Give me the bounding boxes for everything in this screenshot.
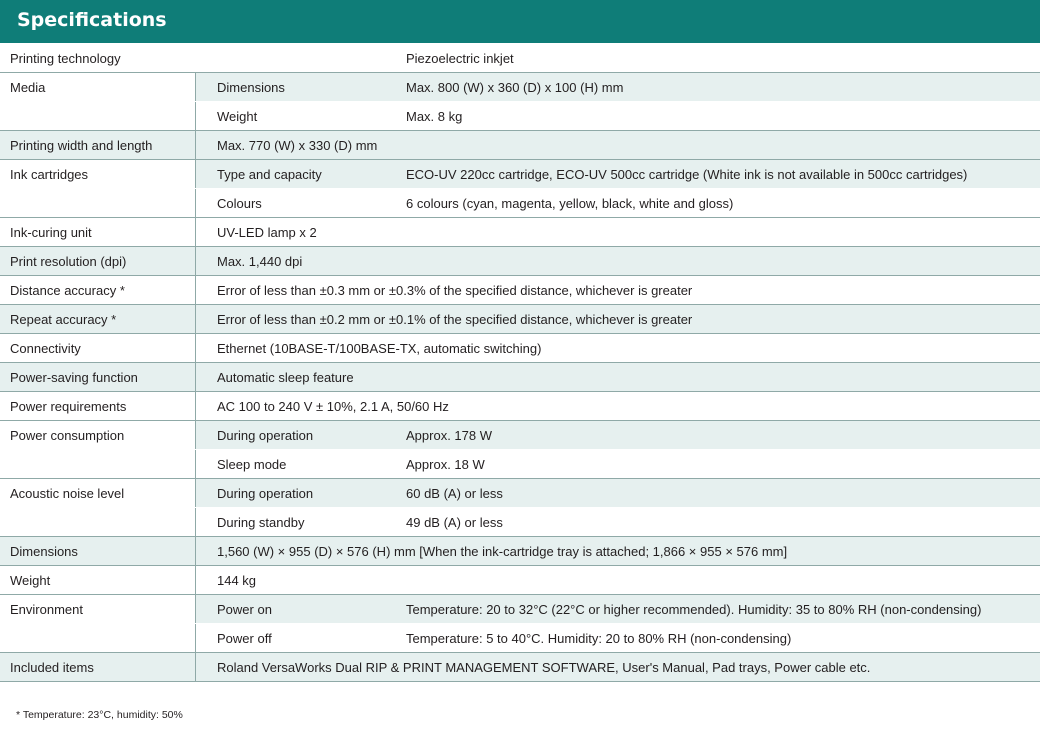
- spec-sublabel: [195, 44, 395, 73]
- table-row: [0, 566, 1040, 595]
- column-divider: [195, 102, 196, 131]
- spec-label: Power consumption: [10, 428, 125, 443]
- table-row: [0, 595, 1040, 624]
- spec-value: Temperature: 20 to 32°C (22°C or higher recommended). Humidity: 35 to 80% RH (non-condensing): [395, 595, 1040, 624]
- table-row: [0, 247, 1040, 276]
- column-divider: [195, 276, 196, 305]
- table-row: [0, 131, 1040, 160]
- spec-value: 60 dB (A) or less: [395, 479, 1040, 508]
- column-divider: [195, 421, 196, 450]
- spec-value: Approx. 178 W: [395, 421, 1040, 450]
- column-divider: [195, 363, 196, 392]
- spec-sublabel: Power on: [195, 595, 395, 624]
- table-row: [0, 392, 1040, 421]
- spec-label: [0, 624, 195, 653]
- column-divider: [195, 392, 196, 421]
- spec-value: Max. 1,440 dpi: [195, 247, 1040, 276]
- column-divider: [195, 450, 196, 479]
- spec-value: 1,560 (W) × 955 (D) × 576 (H) mm [When the ink-cartridge tray is attached; 1,866 × 955 × 576 mm]: [195, 537, 1040, 566]
- header-bar: [0, 0, 1040, 43]
- spec-value: ECO-UV 220cc cartridge, ECO-UV 500cc cartridge (White ink is not available in 500cc cartridges): [395, 160, 1040, 189]
- table-row: [0, 102, 1040, 131]
- spec-value: Max. 800 (W) x 360 (D) x 100 (H) mm: [395, 73, 1040, 102]
- spec-label: Repeat accuracy *: [0, 305, 195, 334]
- spec-sublabel: During operation: [195, 479, 395, 508]
- column-divider: [195, 218, 196, 247]
- table-row: [0, 189, 1040, 218]
- spec-sublabel: During standby: [217, 515, 305, 530]
- spec-label: Dimensions: [0, 537, 195, 566]
- column-divider: [195, 566, 196, 595]
- spec-sublabel: Power off: [217, 631, 272, 646]
- spec-sublabel: Weight: [217, 109, 258, 124]
- spec-sublabel: Colours: [217, 196, 262, 211]
- spec-label: [0, 508, 195, 537]
- spec-value: Max. 770 (W) x 330 (D) mm: [195, 131, 1040, 160]
- spec-label: Printing width and length: [0, 131, 195, 160]
- spec-label: Ink cartridges: [10, 167, 89, 182]
- spec-value: 6 colours (cyan, magenta, yellow, black, white and gloss): [406, 196, 734, 211]
- column-divider: [195, 653, 196, 682]
- table-row: [0, 334, 1040, 363]
- column-divider: [195, 131, 196, 160]
- column-divider: [195, 595, 196, 624]
- column-divider: [195, 508, 196, 537]
- spec-label: [0, 102, 195, 131]
- table-row: [0, 421, 1040, 450]
- column-divider: [195, 624, 196, 653]
- spec-label: Included items: [0, 653, 195, 682]
- table-row: [0, 73, 1040, 102]
- spec-label: Connectivity: [10, 341, 81, 356]
- spec-value: Temperature: 5 to 40°C. Humidity: 20 to 80% RH (non-condensing): [406, 631, 792, 646]
- spec-label: [0, 189, 195, 218]
- spec-sublabel: Sleep mode: [217, 457, 287, 472]
- spec-table: [0, 44, 1040, 682]
- spec-value: UV-LED lamp x 2: [217, 225, 317, 240]
- spec-label: Acoustic noise level: [10, 486, 125, 501]
- table-row: [0, 450, 1040, 479]
- spec-sublabel: Type and capacity: [195, 160, 395, 189]
- spec-value: Error of less than ±0.3 mm or ±0.3% of the specified distance, whichever is greater: [217, 283, 693, 298]
- spec-label: Ink-curing unit: [10, 225, 92, 240]
- page-title: Specifications: [17, 9, 167, 31]
- spec-label: Printing technology: [10, 51, 121, 66]
- spec-label: Environment: [10, 602, 83, 617]
- spec-label: Distance accuracy *: [10, 283, 125, 298]
- column-divider: [195, 189, 196, 218]
- table-row: [0, 508, 1040, 537]
- spec-sublabel: During operation: [195, 421, 395, 450]
- spec-value: Approx. 18 W: [406, 457, 485, 472]
- table-row: [0, 276, 1040, 305]
- column-divider: [195, 73, 196, 102]
- footnote: * Temperature: 23°C, humidity: 50%: [16, 709, 183, 721]
- table-row: [0, 218, 1040, 247]
- spec-value: Max. 8 kg: [406, 109, 463, 124]
- table-row: [0, 44, 1040, 73]
- spec-label: Weight: [10, 573, 51, 588]
- spec-value: 144 kg: [217, 573, 257, 588]
- table-row: [0, 160, 1040, 189]
- column-divider: [195, 537, 196, 566]
- spec-value: Error of less than ±0.2 mm or ±0.1% of the specified distance, whichever is greater: [195, 305, 1040, 334]
- spec-label: Media: [10, 80, 46, 95]
- spec-value: Piezoelectric inkjet: [406, 51, 514, 66]
- table-row: [0, 305, 1040, 334]
- column-divider: [195, 160, 196, 189]
- spec-value: Roland VersaWorks Dual RIP & PRINT MANAGEMENT SOFTWARE, User's Manual, Pad trays, Power cable etc.: [195, 653, 1040, 682]
- table-row: [0, 653, 1040, 682]
- spec-value: 49 dB (A) or less: [406, 515, 503, 530]
- spec-label: [0, 450, 195, 479]
- column-divider: [195, 479, 196, 508]
- spec-label: Power requirements: [10, 399, 127, 414]
- spec-value: AC 100 to 240 V ± 10%, 2.1 A, 50/60 Hz: [217, 399, 449, 414]
- spec-value: Ethernet (10BASE-T/100BASE-TX, automatic switching): [217, 341, 542, 356]
- table-row: [0, 479, 1040, 508]
- spec-sublabel: Dimensions: [195, 73, 395, 102]
- column-divider: [195, 247, 196, 276]
- column-divider: [195, 305, 196, 334]
- table-row: [0, 624, 1040, 653]
- spec-label: Power-saving function: [0, 363, 195, 392]
- spec-label: Print resolution (dpi): [0, 247, 195, 276]
- table-row: [0, 363, 1040, 392]
- table-row: [0, 537, 1040, 566]
- column-divider: [195, 334, 196, 363]
- row-divider: [0, 681, 1040, 682]
- spec-value: Automatic sleep feature: [195, 363, 1040, 392]
